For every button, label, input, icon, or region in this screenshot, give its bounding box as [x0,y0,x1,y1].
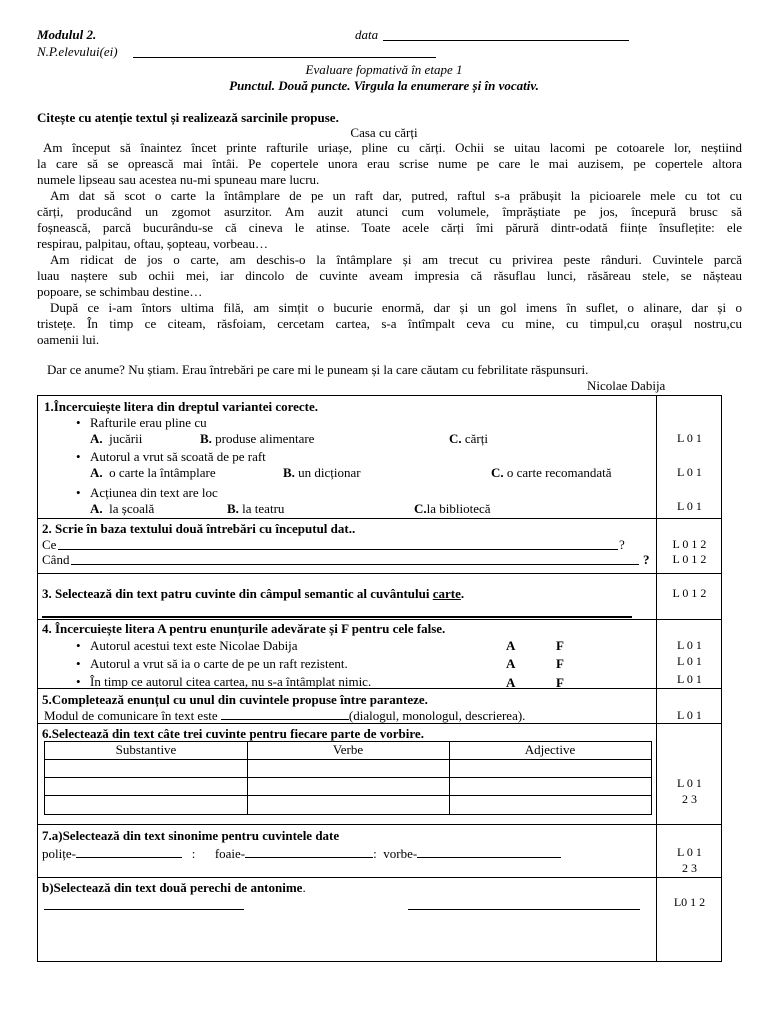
text-line: respirau, palpitau, oftau, șopteau, vorbeau… [37,236,269,251]
task2-title: 2. Scrie în baza textului două întrebări cu începutul dat.. [42,521,356,536]
task1-q2-option-b[interactable]: B. un dicționar [283,465,361,480]
score: L 0 1 2 [672,586,707,600]
text-line: Am ridicat de jos o carte, am deschis-o la întâmplare și am trecut cu privirea peste rânduri. Cuvintele parcă [50,252,742,267]
score: L 0 1 [677,638,702,652]
task6-title: 6.Selectează din text câte trei cuvinte pentru fiecare parte de vorbire. [42,726,424,741]
task5-line: Modul de comunicare în text este (dialogul, monologul, descrierea). [44,708,526,723]
score: L 0 1 2 [672,537,707,551]
column-header-verbs: Verbe [332,742,364,757]
task5-title: 5.Completează enunțul cu unul din cuvintele propuse între paranteze. [42,692,428,707]
task4-s3-true[interactable]: A [506,675,516,690]
task4-s3-false[interactable]: F [556,675,564,690]
task1-q2-option-a[interactable]: A. o carte la întâmplare [90,465,216,480]
text-line: tristețe. În timp ce citeam, răsfoiam, cercetam cartea, s-a întîmpalt ceva cu mine, cu timpul,cu orașul nostru,cu [37,316,742,331]
synonym-blank-1[interactable] [76,846,182,858]
text-author: Nicolae Dabija [587,378,666,393]
task2-q1-label: Ce [42,537,57,552]
task2-answer2[interactable] [71,564,639,565]
task4-title: 4. Încercuiește litera A pentru enunțurile adevărate și F pentru cele false. [42,621,446,636]
instruction: Citește cu atenție textul și realizează sarcinile propuse. [37,110,339,125]
text-line: popoare, se schimbau destine… [37,284,203,299]
task4-statement3: • În timp ce autorul citea cartea, nu s-a întâmplat nimic. [90,674,371,689]
task4-s1-true[interactable]: A [506,638,516,653]
task2-q1-end: ? [619,537,625,552]
text-line: luau naștere sub ochii mei, iar dincolo de cuvinte aveam impresia că răsuflau lunci, răsăreau stele, se nășteau [37,268,742,283]
date-field[interactable] [383,40,629,41]
text-line: Dar ce anume? Nu știam. Erau întrebări pe care mi le puneam și la care căutam cu febrilitate răspunsuri. [47,362,589,377]
task3-answer[interactable] [42,616,632,618]
score: L 0 1 [677,431,702,445]
score: L 0 1 [677,499,702,513]
task4-s2-false[interactable]: F [556,656,564,671]
task1-q3-option-a[interactable]: A. la școală [90,501,155,516]
text-line: Am dat să scot o carte la întâmplare de pe un raft dar, putred, raftul s-a prăbușit la picioarele mele cu tot cu [50,188,742,203]
student-name-field[interactable] [133,57,436,58]
score: L 0 1 [677,708,702,722]
text-line: cărți, producând un zgomot asurzitor. Am auzit atunci cum volumele, împrăștiate pe jos, începură brusc să [37,204,742,219]
student-name-label: N.P.elevului(ei) [37,44,118,59]
score: L0 1 2 [673,895,706,909]
task1-q1-option-c[interactable]: C. cărți [449,431,488,446]
score: L 0 1 [677,672,702,686]
task1-q1: • Rafturile erau pline cu [90,415,207,430]
task1-q2-option-c[interactable]: C. o carte recomandată [491,465,612,480]
task1-title: 1.Încercuiește litera din dreptul variantei corecte. [44,399,319,414]
task1-q3: • Acțiunea din text are loc [90,485,218,500]
score: 2 3 [682,861,697,875]
module-label: Modulul 2. [37,27,97,42]
task1-q3-option-b[interactable]: B. la teatru [227,501,285,516]
task2-q2-label: Când [42,552,70,567]
synonym-blank-2[interactable] [245,846,373,858]
score: L 0 1 [677,465,702,479]
task7a-line: polițe- : foaie- : vorbe- [42,846,561,861]
task7a-title: 7.a)Selectează din text sinonime pentru cuvintele date [42,828,340,843]
evaluation-title: Evaluare fopmativă în etape 1 [305,62,463,77]
date-label: data [355,27,379,42]
column-header-adjectives: Adjective [524,742,576,757]
task4-s2-true[interactable]: A [506,656,516,671]
score: L 0 1 [677,776,702,790]
text-line: Am început să înaintez încet printe rafturile uriașe, pline cu cărți. Ochii se uitau lacomi pe cotoarele lor, neștiind [43,140,742,155]
text-line: După ce i-am întors ultima filă, am simțit o bucurie enormă, dar și un gol imens în suflet, o alinare, dar și o [50,300,742,315]
text-line: foșnească, parcă bucurându-se că cineva le atinse. Toate acele cărți îmi părură dintr-odată ființe însuflețite: ele [37,220,742,235]
antonym-blank-2[interactable] [408,909,640,910]
task1-q1-option-b[interactable]: B. produse alimentare [200,431,315,446]
text-line: la care să se oprească mai întâi. Pe copertele unora erau scrise nume pe care le mai auzisem, pe copertele altora [37,156,742,171]
task2-q2-end: ? [643,552,650,567]
task1-q2: • Autorul a vrut să scoată de pe raft [90,449,266,464]
score: 2 3 [682,792,697,806]
task7b-title: b)Selectează din text două perechi de antonime. [42,880,306,895]
task4-statement1: • Autorul acestui text este Nicolae Dabija [90,638,298,653]
task1-q3-option-c[interactable]: C.la bibliotecă [414,501,491,516]
text-line: numele lipseau sau acestea nu-mi spuneau mare lucru. [37,172,320,187]
task2-answer1[interactable] [58,549,618,550]
task1-q1-option-a[interactable]: A. jucării [90,431,143,446]
task5-blank[interactable] [221,708,349,720]
text-line: oamenii lui. [37,332,100,347]
score: L 0 1 [677,654,702,668]
parts-of-speech-table [44,741,652,815]
text-title: Casa cu cărți [350,125,418,140]
synonym-blank-3[interactable] [417,846,561,858]
score: L 0 1 [677,845,702,859]
antonym-blank-1[interactable] [44,909,244,910]
task4-statement2: • Autorul a vrut să ia o carte de pe un raft rezistent. [90,656,348,671]
task4-s1-false[interactable]: F [556,638,564,653]
task-table [37,395,722,962]
column-header-nouns: Substantive [115,742,177,757]
lesson-topic: Punctul. Două puncte. Virgula la enumerare și în vocativ. [229,78,539,93]
task3-title: 3. Selectează din text patru cuvinte din câmpul semantic al cuvântului carte. [42,586,465,601]
score: L 0 1 2 [672,552,707,566]
